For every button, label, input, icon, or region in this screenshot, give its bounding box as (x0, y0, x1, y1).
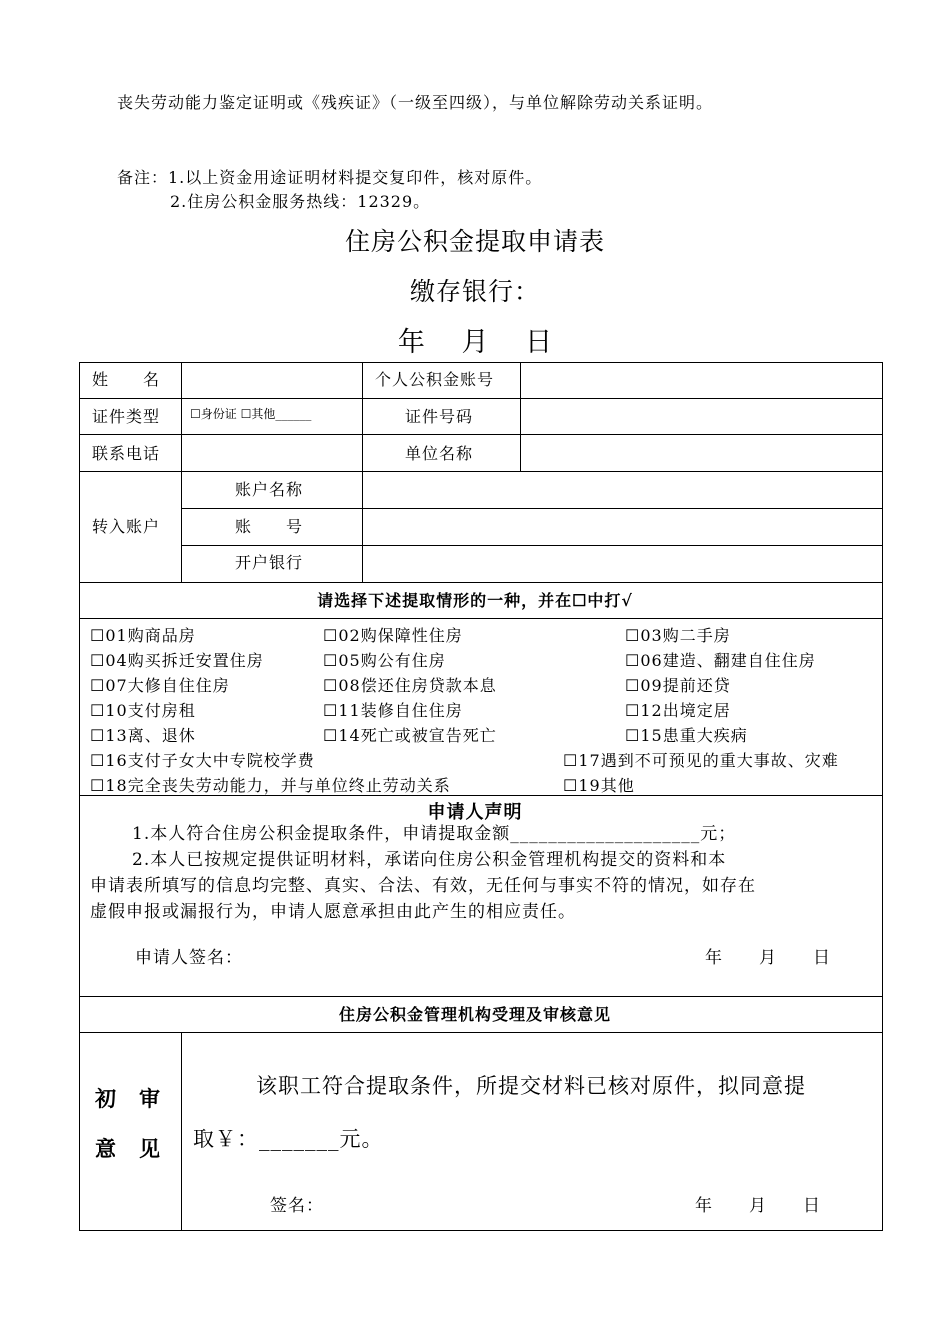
account-number-label: 账 号 (235, 517, 304, 536)
option-03[interactable]: ☐03购二手房 (625, 626, 731, 645)
option-02[interactable]: ☐02购保障性住房 (323, 626, 463, 645)
remark-note-1: 备注：1.以上资金用途证明材料提交复印件，核对原件。 (117, 168, 543, 187)
date-month: 月 (461, 327, 489, 358)
declaration-item-1: 1.本人符合住房公积金提取条件，申请提取金额____________________元； (132, 824, 737, 844)
employer-label: 单位名称 (405, 444, 474, 463)
option-15[interactable]: ☐15患重大疾病 (625, 726, 748, 745)
option-12[interactable]: ☐12出境定居 (625, 701, 731, 720)
option-08[interactable]: ☐08偿还住房贷款本息 (323, 676, 497, 695)
review-section-title: 住房公积金管理机构受理及审核意见 (338, 1005, 611, 1024)
option-19[interactable]: ☐19其他 (563, 776, 635, 795)
option-16[interactable]: ☐16支付子女大中专院校学费 (90, 751, 315, 770)
reviewer-signature-date: 年 月 日 (695, 1196, 821, 1216)
option-05[interactable]: ☐05购公有住房 (323, 651, 446, 670)
account-name-label: 账户名称 (235, 480, 304, 499)
requirement-note: 丧失劳动能力鉴定证明或《残疾证》（一级至四级），与单位解除劳动关系证明。 (117, 93, 714, 112)
option-17[interactable]: ☐17遇到不可预见的重大事故、灾难 (563, 751, 839, 770)
date-title (0, 320, 950, 359)
date-year: 年 (397, 327, 425, 358)
review-opinion-line-1: 该职工符合提取条件，所提交材料已核对原件，拟同意提 (256, 1074, 806, 1098)
review-opinion-line-2: 取￥：_______元。 (193, 1127, 384, 1151)
declaration-item-2-line-2: 申请表所填写的信息均完整、真实、合法、有效，无任何与事实不符的情况，如存在 (90, 876, 756, 896)
bank-title: 缴存银行： (409, 277, 540, 306)
option-01[interactable]: ☐01购商品房 (90, 626, 196, 645)
opening-bank-label: 开户银行 (235, 553, 304, 572)
option-18[interactable]: ☐18完全丧失劳动能力，并与单位终止劳动关系 (90, 776, 451, 795)
option-14[interactable]: ☐14死亡或被宣告死亡 (323, 726, 497, 745)
id-type-label: 证件类型 (92, 407, 161, 426)
option-04[interactable]: ☐04购买拆迁安置住房 (90, 651, 264, 670)
id-type-options[interactable]: ☐身份证 ☐其他______ (190, 407, 312, 421)
option-11[interactable]: ☐11装修自住住房 (323, 701, 463, 720)
applicant-signature-date: 年 月 日 (705, 948, 831, 968)
initial-review-label-2: 意 见 (95, 1136, 161, 1161)
id-number-label: 证件号码 (405, 407, 474, 426)
selection-instruction: 请选择下述提取情形的一种，并在☐中打√ (317, 591, 633, 610)
applicant-signature-label: 申请人签名： (135, 948, 243, 968)
option-13[interactable]: ☐13离、退休 (90, 726, 196, 745)
name-label: 姓 名 (92, 370, 161, 389)
option-10[interactable]: ☐10支付房租 (90, 701, 196, 720)
initial-review-label-1: 初 审 (95, 1086, 161, 1111)
declaration-item-2-line-1: 2.本人已按规定提供证明材料，承诺向住房公积金管理机构提交的资料和本 (132, 850, 727, 870)
phone-label: 联系电话 (92, 444, 161, 463)
declaration-title: 申请人声明 (427, 802, 523, 823)
transfer-account-label: 转入账户 (92, 517, 161, 536)
remark-note-2: 2.住房公积金服务热线：12329。 (170, 192, 431, 211)
fund-account-label: 个人公积金账号 (375, 370, 495, 389)
reviewer-signature-label: 签名： (270, 1196, 324, 1216)
form-title: 住房公积金提取申请表 (344, 227, 605, 256)
date-day: 日 (525, 327, 553, 358)
declaration-item-2-line-3: 虚假申报或漏报行为，申请人愿意承担由此产生的相应责任。 (90, 902, 576, 922)
option-07[interactable]: ☐07大修自住住房 (90, 676, 230, 695)
option-09[interactable]: ☐09提前还贷 (625, 676, 731, 695)
option-06[interactable]: ☐06建造、翻建自住住房 (625, 651, 816, 670)
